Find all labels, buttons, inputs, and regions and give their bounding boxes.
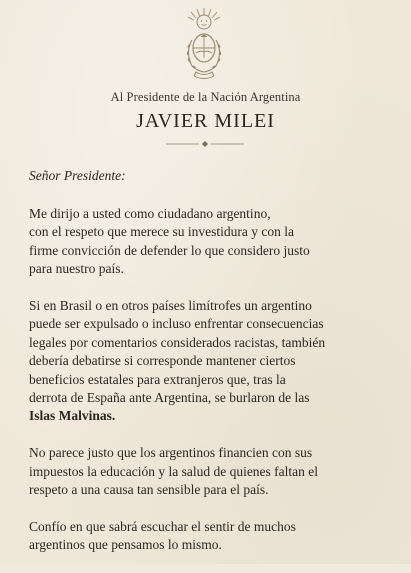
text-line: con el respeto que merece su investidura y con la bbox=[29, 224, 295, 240]
coat-of-arms-icon bbox=[178, 6, 230, 82]
text-line: legales por comentarios considerados racistas, también bbox=[29, 334, 326, 350]
text-line: Confío en que sabrá escuchar el sentir de muchos bbox=[29, 518, 296, 534]
text-line: firme convicción de defender lo que considero justo bbox=[29, 242, 310, 258]
ornamental-divider-icon bbox=[166, 140, 244, 148]
text-line: impuestos la educación y la salud de quienes faltan el bbox=[29, 463, 319, 479]
salutation: Señor Presidente: bbox=[29, 168, 126, 183]
paragraph-4 bbox=[29, 518, 359, 555]
text-line: Me dirijo a usted como ciudadano argentino, bbox=[29, 206, 271, 221]
text-line: Si en Brasil o en otros países limítrofes un argentino bbox=[29, 298, 312, 314]
text-line: beneficios estatales para extranjeros que, tras la bbox=[29, 371, 286, 387]
text-line: puede ser expulsado o incluso enfrentar consecuencias bbox=[29, 316, 324, 332]
text-line: para nuestro país. bbox=[29, 261, 124, 277]
letter-body bbox=[29, 205, 359, 573]
paragraph-3 bbox=[29, 444, 359, 499]
bold-text-line: Islas Malvinas. bbox=[29, 408, 116, 424]
text-line: derrota de España ante Argentina, se burlaron de las bbox=[29, 390, 310, 406]
text-line: respeto a una causa tan sensible para el país. bbox=[29, 482, 269, 498]
paragraph-1 bbox=[29, 205, 359, 279]
text-line: No parece justo que los argentinos financien con sus bbox=[29, 445, 313, 461]
text-line: debería debatirse si corresponde mantener ciertos bbox=[29, 353, 296, 369]
paragraph-2 bbox=[29, 297, 359, 426]
addressee-line: Al Presidente de la Nación Argentina bbox=[110, 90, 301, 104]
text-line: argentinos que pensamos lo mismo. bbox=[29, 537, 222, 553]
recipient-name: JAVIER MILEI bbox=[136, 110, 275, 132]
